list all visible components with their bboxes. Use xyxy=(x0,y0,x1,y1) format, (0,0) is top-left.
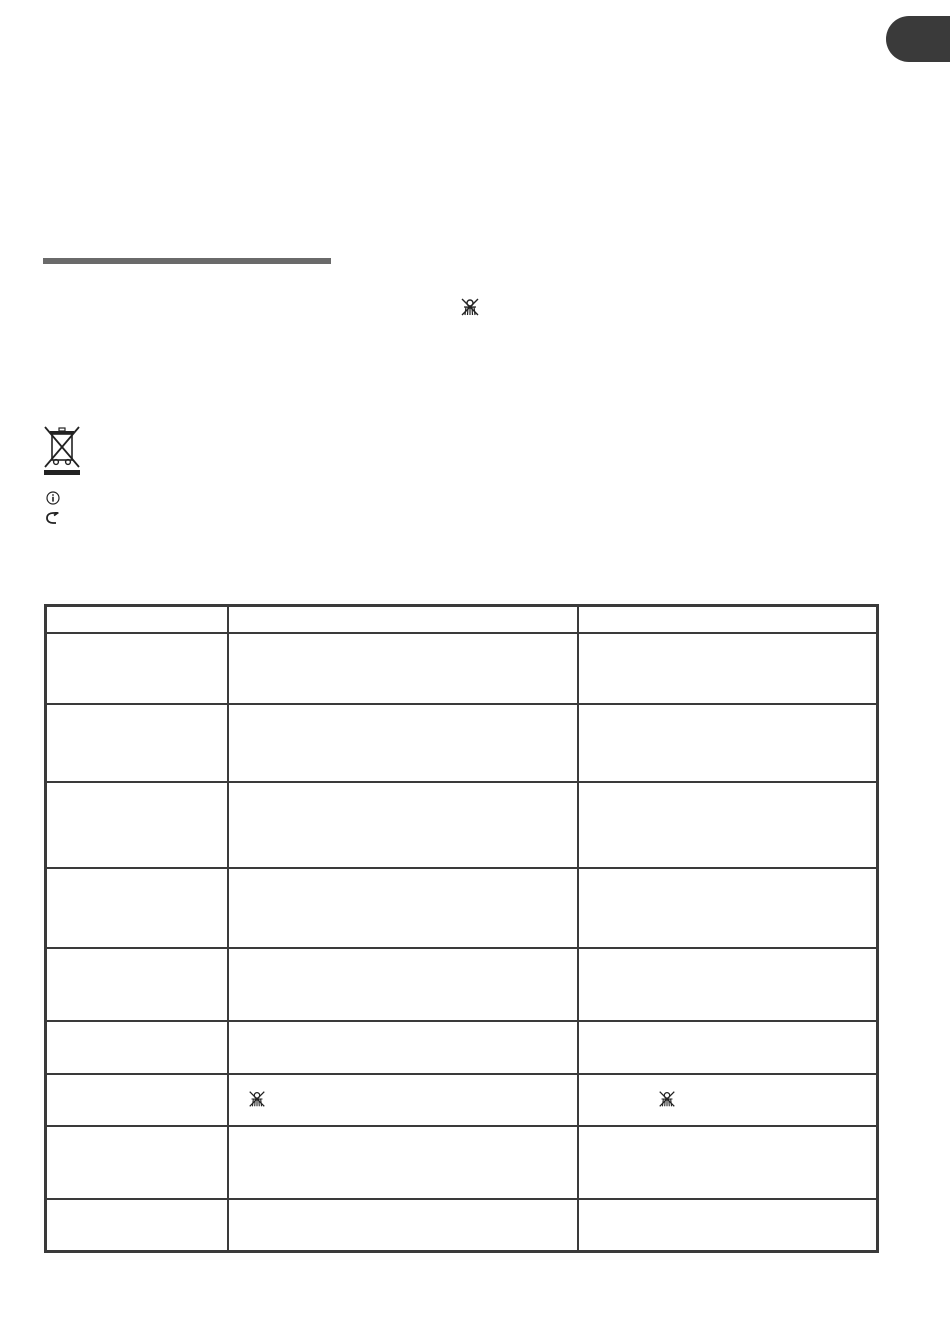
table-row xyxy=(46,1126,878,1199)
table-row xyxy=(46,948,878,1021)
table-cell xyxy=(228,868,578,948)
descaling-symbol-icon xyxy=(657,1089,677,1112)
table-cell xyxy=(578,782,878,868)
table-cell xyxy=(228,1126,578,1199)
descaling-symbol-icon xyxy=(459,296,481,318)
table-row xyxy=(46,633,878,704)
crossed-out-wheelie-bin-icon xyxy=(42,426,82,481)
table-row xyxy=(46,1199,878,1251)
column-header xyxy=(228,606,578,634)
table-cell xyxy=(46,948,228,1021)
table-cell xyxy=(46,1074,228,1126)
section-divider xyxy=(43,258,331,264)
table-cell xyxy=(46,1126,228,1199)
table-cell xyxy=(46,868,228,948)
table-cell xyxy=(228,1199,578,1251)
column-header xyxy=(46,606,228,634)
table-cell xyxy=(578,704,878,782)
table-cell xyxy=(578,633,878,704)
table-cell xyxy=(46,782,228,868)
table-cell xyxy=(228,704,578,782)
troubleshooting-table xyxy=(44,604,879,1253)
table-row xyxy=(46,782,878,868)
table-header-row xyxy=(46,606,878,634)
table-cell xyxy=(228,633,578,704)
table-cell xyxy=(46,633,228,704)
column-header xyxy=(578,606,878,634)
table-cell xyxy=(578,868,878,948)
table-cell xyxy=(228,948,578,1021)
table-cell xyxy=(578,948,878,1021)
table-cell xyxy=(578,1199,878,1251)
table-cell xyxy=(46,704,228,782)
table-cell xyxy=(46,1021,228,1074)
table-cell xyxy=(578,1126,878,1199)
table-row xyxy=(46,704,878,782)
language-tab xyxy=(886,16,950,62)
arrow-right-icon xyxy=(46,511,60,529)
table-row xyxy=(46,1074,878,1126)
table-cell xyxy=(578,1021,878,1074)
table-row xyxy=(46,1021,878,1074)
table-row xyxy=(46,868,878,948)
table-cell xyxy=(228,782,578,868)
table-cell xyxy=(228,1021,578,1074)
descaling-symbol-icon xyxy=(247,1089,267,1112)
table-cell xyxy=(46,1199,228,1251)
table-cell xyxy=(228,1074,578,1126)
info-icon xyxy=(46,491,60,510)
table-cell xyxy=(578,1074,878,1126)
